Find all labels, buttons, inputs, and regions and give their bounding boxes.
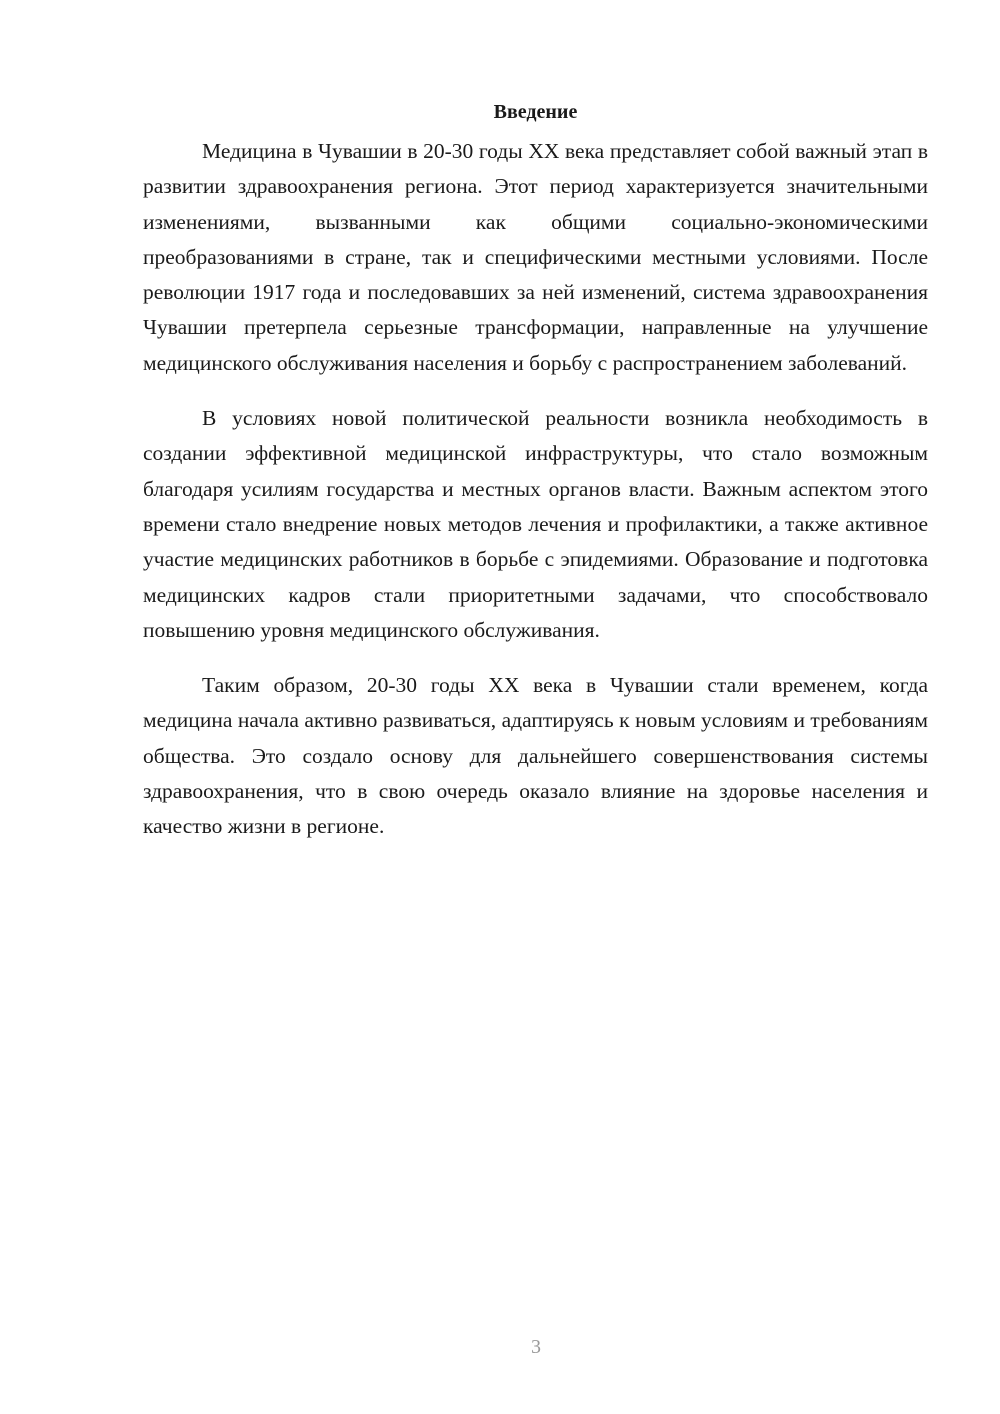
paragraph-2: В условиях новой политической реальности возникла необходимость в создании эффективной медицинской инфраструктуры, что стало возможным благодаря усилиям государства и местных органов власти. Важным аспектом этого времени стало внедрение новых методов лечения и профилактики, а также активное участие медицинских работников в борьбе с эпидемиями. Образование и подготовка медицинских кадров стали приоритетными задачами, что способствовало повышению уровня медицинского обслуживания. <box>143 406 928 642</box>
page-number: 3 <box>531 1336 541 1358</box>
paragraph-1: Медицина в Чувашии в 20-30 годы XX века представляет собой важный этап в развитии здравоохранения региона. Этот период характеризуется значительными изменениями, вызванными как общими социально-экономическими преобразованиями в стране, так и специфическими местными условиями. После революции 1917 года и последовавших за ней изменений, система здравоохранения Чувашии претерпела серьезные трансформации, направленные на улучшение медицинского обслуживания населения и борьбу с распространением заболеваний. <box>143 139 928 375</box>
section-title: Введение <box>493 101 578 123</box>
paragraph-3: Таким образом, 20-30 годы XX века в Чувашии стали временем, когда медицина начала активно развиваться, адаптируясь к новым условиям и требованиям общества. Это создало основу для дальнейшего совершенствования системы здравоохранения, что в свою очередь оказало влияние на здоровье населения и качество жизни в регионе. <box>143 673 928 839</box>
page-content <box>143 98 928 845</box>
